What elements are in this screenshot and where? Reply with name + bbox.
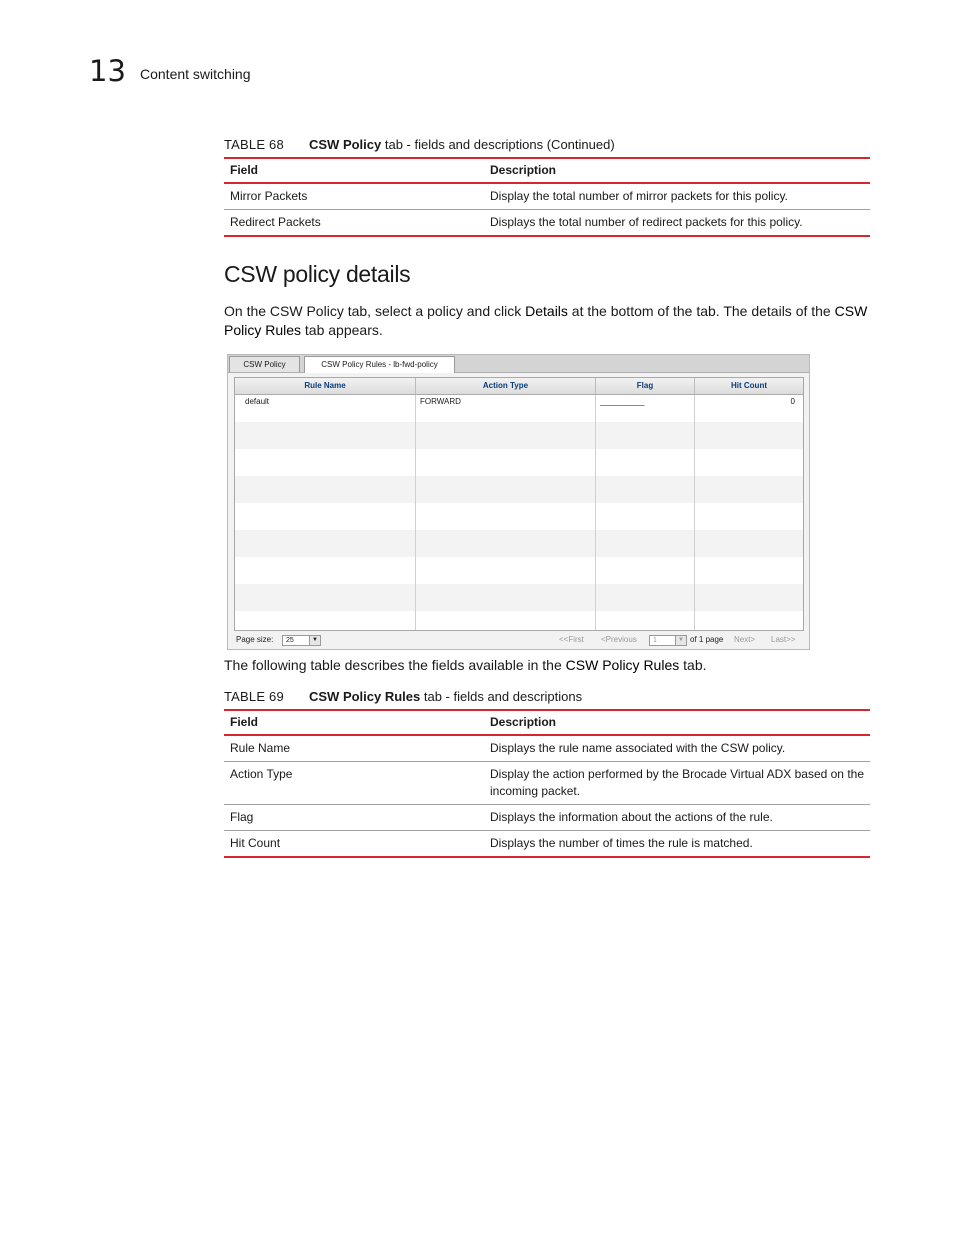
table68-cell-field: Redirect Packets <box>230 215 321 229</box>
next-page-link[interactable]: Next> <box>734 635 756 644</box>
column-header-flag[interactable]: Flag <box>596 378 695 394</box>
column-header-rule-name[interactable]: Rule Name <box>235 378 416 394</box>
column-header-action-type[interactable]: Action Type <box>416 378 596 394</box>
para1-csw-policy-rules: CSW Policy Rules <box>224 303 868 338</box>
empty-row <box>235 611 803 631</box>
table69-caption <box>224 689 582 705</box>
previous-page-link[interactable]: <Previous <box>601 635 637 644</box>
table68-header-description: Description <box>490 163 557 177</box>
table68-caption-bold: CSW Policy <box>309 137 382 152</box>
table-row <box>224 183 870 210</box>
table69-caption-rest: tab - fields and descriptions <box>420 689 583 704</box>
first-page-link[interactable]: <<First <box>559 635 584 644</box>
table68-header-row <box>224 158 870 183</box>
empty-row <box>235 557 803 584</box>
table69-caption-bold: CSW Policy Rules <box>309 689 421 704</box>
table68-cell-description: Displays the total number of redirect packets for this policy. <box>490 215 803 229</box>
table69-cell-description: Displays the rule name associated with the CSW policy. <box>490 741 786 755</box>
para1-c: at the bottom of the tab. The details of the <box>567 303 835 319</box>
table69-number: TABLE 69 <box>224 689 284 704</box>
grid-header <box>235 378 803 395</box>
cell-flag: __________ <box>596 395 695 422</box>
page-number-value: 1 <box>653 637 657 644</box>
empty-row <box>235 530 803 557</box>
csw-policy-rules-screenshot <box>227 354 810 650</box>
chapter-number: 13 <box>89 54 126 88</box>
table69-header-row <box>224 710 870 735</box>
section-paragraph <box>224 302 874 340</box>
table69 <box>224 709 870 858</box>
empty-row <box>235 449 803 476</box>
para1-a: On the CSW Policy tab, select a policy and click <box>224 303 526 319</box>
table-row[interactable] <box>235 395 803 422</box>
para1-e: tab appears. <box>301 322 383 338</box>
tab-csw-policy-rules[interactable]: CSW Policy Rules - lb-fwd-policy <box>304 356 455 373</box>
page-count-text: of 1 page <box>690 635 724 644</box>
table69-cell-description: Display the action performed by the Brocade Virtual ADX based on the incoming packet. <box>490 767 864 798</box>
table-row <box>224 210 870 237</box>
table69-cell-description: Displays the number of times the rule is matched. <box>490 836 753 850</box>
section-title: CSW policy details <box>224 261 411 287</box>
last-page-link[interactable]: Last>> <box>771 635 796 644</box>
page-size-label: Page size: <box>236 635 274 644</box>
table68-header-field: Field <box>230 163 259 177</box>
cell-action-type: FORWARD <box>416 395 596 422</box>
empty-row <box>235 476 803 503</box>
para2-a: The following table describes the fields available in the <box>224 657 566 673</box>
table69-header-field: Field <box>230 715 259 729</box>
table69-cell-field: Rule Name <box>230 741 291 755</box>
cell-hit-count: 0 <box>790 397 795 406</box>
page-size-select[interactable] <box>282 635 321 646</box>
table69-cell-description: Displays the information about the actions of the rule. <box>490 810 773 824</box>
page-size-value: 25 <box>286 637 294 644</box>
cell-rule-name: default <box>235 395 416 422</box>
table68-number: TABLE 68 <box>224 137 284 152</box>
column-header-hit-count[interactable]: Hit Count <box>731 381 767 390</box>
table68-caption-rest: tab - fields and descriptions (Continued) <box>381 137 615 152</box>
tab-csw-policy[interactable]: CSW Policy <box>229 356 300 372</box>
tab-bar <box>228 355 809 373</box>
table69-cell-field: Action Type <box>230 767 293 781</box>
para2-csw-policy-rules: CSW Policy Rules <box>565 657 680 673</box>
table69-intro <box>224 656 874 675</box>
chevron-down-icon: ▼ <box>675 636 686 645</box>
empty-row <box>235 503 803 530</box>
table68 <box>224 157 870 237</box>
para1-details: Details <box>525 303 568 319</box>
empty-row <box>235 422 803 449</box>
chapter-title: Content switching <box>140 66 251 82</box>
table68-cell-description: Display the total number of mirror packets for this policy. <box>490 189 788 203</box>
table-row <box>224 831 870 858</box>
empty-row <box>235 584 803 611</box>
table68-caption <box>224 137 615 153</box>
table-row <box>224 805 870 831</box>
table-row <box>224 735 870 762</box>
rules-grid <box>234 377 804 631</box>
page-number-select[interactable] <box>649 635 687 646</box>
table69-cell-field: Hit Count <box>230 836 281 850</box>
chevron-down-icon: ▼ <box>309 636 320 645</box>
pager <box>234 632 804 648</box>
table69-header-description: Description <box>490 715 557 729</box>
para2-c: tab. <box>679 657 707 673</box>
table-row <box>224 762 870 805</box>
table68-cell-field: Mirror Packets <box>230 189 308 203</box>
table69-cell-field: Flag <box>230 810 254 824</box>
